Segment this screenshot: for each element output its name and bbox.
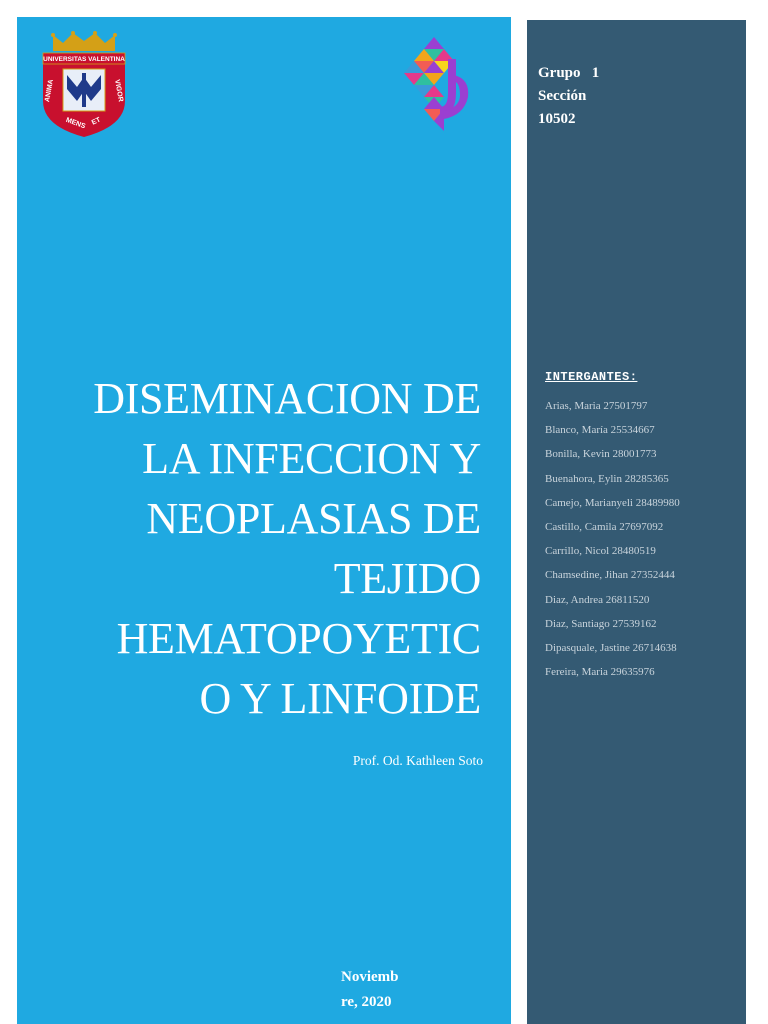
section-number: 10502 <box>538 111 576 127</box>
crest-motto-bottom-2: ET <box>90 116 102 127</box>
list-item: Dipasquale, Jastine 26714638 <box>545 642 677 655</box>
list-item: Buenahora, Eylin 28285365 <box>545 472 669 485</box>
title-line: LA INFECCION Y <box>142 434 481 483</box>
title-line: HEMATOPOYETIC <box>116 614 481 663</box>
crest-motto-left: ANIMA <box>44 78 55 103</box>
date-line: Noviemb <box>341 969 399 985</box>
document-date <box>341 965 421 1015</box>
crest-motto-right: VIGOR <box>113 79 124 103</box>
list-item: Blanco, María 25534667 <box>545 424 655 437</box>
title-line: DISEMINACION DE <box>93 374 481 423</box>
group-info <box>538 62 599 131</box>
list-item: Diaz, Santiago 27539162 <box>545 617 657 630</box>
title-line: NEOPLASIAS DE <box>146 494 481 543</box>
list-item: Chamsedine, Jihan 27352444 <box>545 569 675 582</box>
members-list <box>545 394 680 684</box>
list-item: Fereira, Maria 29635976 <box>545 666 655 679</box>
info-panel <box>527 20 746 1024</box>
title-line: O Y LINFOIDE <box>199 674 481 723</box>
university-crest-icon <box>39 31 129 141</box>
crest-motto-bottom-1: MENS <box>64 116 87 131</box>
list-item: Bonilla, Kevin 28001773 <box>545 448 657 461</box>
list-item: Castillo, Camila 27697092 <box>545 521 664 534</box>
section-label: Sección <box>538 88 587 104</box>
list-item: Camejo, Marianyeli 28489980 <box>545 496 680 509</box>
list-item: Arias, Maria 27501797 <box>545 400 648 412</box>
crest-banner-text: UNIVERSITAS VALENTINA <box>43 56 125 63</box>
list-item: Carrillo, Nicol 28480519 <box>545 545 656 558</box>
title-panel <box>17 17 511 1024</box>
document-title <box>11 369 481 729</box>
list-item: Diaz, Andrea 26811520 <box>545 593 650 606</box>
professor-name: Prof. Od. Kathleen Soto <box>352 753 483 768</box>
title-line: TEJIDO <box>333 554 481 603</box>
date-line: re, 2020 <box>341 994 392 1010</box>
multicolor-triangle-logo-icon <box>400 35 480 135</box>
group-number: Grupo 1 <box>538 65 600 81</box>
members-heading: INTERGANTES: <box>545 370 638 384</box>
